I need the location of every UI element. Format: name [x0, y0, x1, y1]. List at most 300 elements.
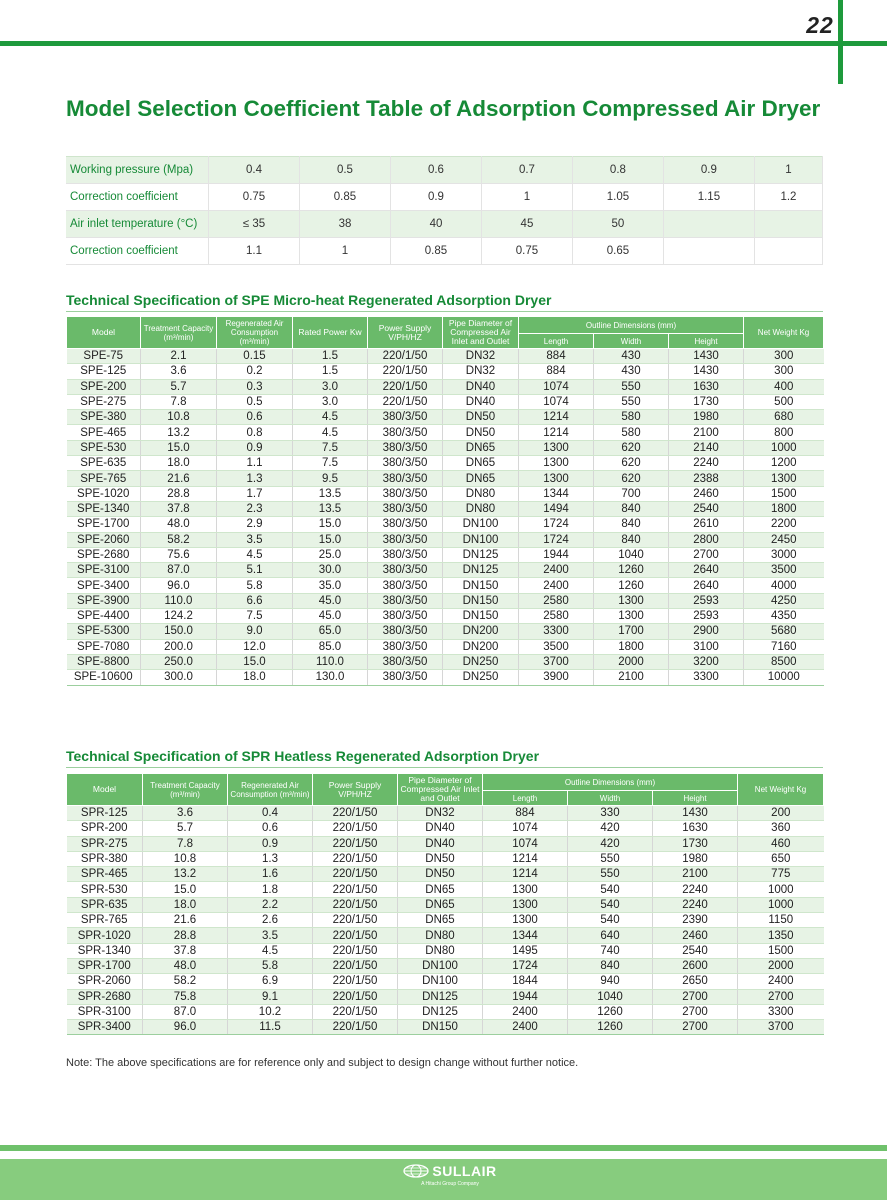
spec-cell: 380/3/50 [368, 471, 443, 486]
spec-cell: 1260 [568, 1020, 653, 1035]
spec-cell: 220/1/50 [313, 882, 398, 897]
spec-cell: 48.0 [143, 958, 228, 973]
spec-cell: 2650 [653, 974, 738, 989]
table-row [67, 532, 824, 547]
spec-cell: 220/1/50 [313, 958, 398, 973]
spec-cell: 580 [594, 425, 669, 440]
spec-cell: 7.5 [293, 440, 368, 455]
spec-cell: 3300 [669, 670, 744, 685]
model-cell: SPR-125 [67, 806, 143, 821]
spec-cell: 550 [594, 394, 669, 409]
spec-cell: DN32 [443, 349, 519, 364]
spec-cell: 10.8 [141, 410, 217, 425]
model-cell: SPR-3100 [67, 1004, 143, 1019]
model-cell: SPR-380 [67, 851, 143, 866]
table-row [67, 517, 824, 532]
spec-cell: 1.7 [217, 486, 293, 501]
table-row [67, 547, 824, 562]
table-row [67, 440, 824, 455]
spec-cell: 18.0 [141, 456, 217, 471]
model-cell: SPR-200 [67, 821, 143, 836]
logo-tagline: A Hitachi Group Company [421, 1181, 479, 1187]
spec-cell: 1200 [744, 456, 824, 471]
spec-cell: DN100 [443, 517, 519, 532]
spec-cell: 2700 [653, 1020, 738, 1035]
table-row [67, 501, 824, 516]
spec-cell: 75.6 [141, 547, 217, 562]
spec-cell: DN40 [398, 836, 483, 851]
spec-cell: 220/1/50 [313, 851, 398, 866]
spec-cell: 130.0 [293, 670, 368, 685]
spec-cell: 2700 [653, 989, 738, 1004]
model-cell: SPE-3100 [67, 563, 141, 578]
spec-cell: 3.6 [141, 364, 217, 379]
spec-cell: 58.2 [141, 532, 217, 547]
spec-cell: 1.5 [293, 349, 368, 364]
spec-cell: 360 [738, 821, 824, 836]
spec-cell: 2400 [519, 578, 594, 593]
spec-cell: 380/3/50 [368, 410, 443, 425]
table-row [67, 456, 824, 471]
spec-cell: 540 [568, 897, 653, 912]
coefficient-cell: 1 [754, 157, 822, 184]
spec-cell: 1074 [519, 394, 594, 409]
spec-cell: 884 [519, 349, 594, 364]
spec-cell: 2.3 [217, 501, 293, 516]
header-consumption: Regenerated Air Consumption (m³/min) [228, 774, 313, 806]
spec-cell: 220/1/50 [368, 379, 443, 394]
spec-cell: 300.0 [141, 670, 217, 685]
disclaimer-note: Note: The above specifications are for reference only and subject to design change without further notice. [66, 1057, 579, 1069]
spec-cell: 1430 [653, 806, 738, 821]
spec-cell: DN125 [398, 989, 483, 1004]
spec-cell: 1000 [744, 440, 824, 455]
spec-cell: 0.9 [217, 440, 293, 455]
spec-cell: 15.0 [293, 517, 368, 532]
spec-cell: 2580 [519, 609, 594, 624]
spec-cell: 220/1/50 [368, 349, 443, 364]
spec-cell: 1.3 [217, 471, 293, 486]
table-row [67, 867, 824, 882]
spec-cell: 37.8 [141, 501, 217, 516]
spec-cell: 220/1/50 [313, 943, 398, 958]
spec-cell: 1000 [738, 882, 824, 897]
spec-cell: 620 [594, 471, 669, 486]
model-cell: SPE-3400 [67, 578, 141, 593]
spec-cell: DN40 [443, 379, 519, 394]
table-row [67, 563, 824, 578]
spec-cell: 220/1/50 [313, 806, 398, 821]
spec-cell: 10.2 [228, 1004, 313, 1019]
spec-cell: 2593 [669, 593, 744, 608]
coefficient-cell: 0.9 [663, 157, 754, 184]
spe-spec-table [66, 316, 824, 686]
spec-cell: 1214 [519, 425, 594, 440]
model-cell: SPR-275 [67, 836, 143, 851]
header-net-weight: Net Weight Kg [744, 317, 824, 349]
spec-cell: 380/3/50 [368, 517, 443, 532]
spec-cell: 1350 [738, 928, 824, 943]
spec-cell: 380/3/50 [368, 639, 443, 654]
coefficient-cell: 0.65 [572, 238, 663, 265]
spec-cell: 4250 [744, 593, 824, 608]
spec-cell: 220/1/50 [313, 1004, 398, 1019]
spec-cell: 1430 [669, 349, 744, 364]
spec-cell: 220/1/50 [313, 989, 398, 1004]
coefficient-row-label: Working pressure (Mpa) [66, 157, 209, 184]
spec-cell: 13.5 [293, 501, 368, 516]
spec-cell: DN200 [443, 624, 519, 639]
spec-cell: 96.0 [143, 1020, 228, 1035]
spec-cell: DN65 [398, 897, 483, 912]
coefficient-row-label: Correction coefficient [66, 238, 209, 265]
table-row [67, 471, 824, 486]
spec-cell: 550 [568, 851, 653, 866]
table-row [67, 974, 824, 989]
spec-cell: 7.5 [293, 456, 368, 471]
spec-cell: 1300 [483, 913, 568, 928]
spec-cell: 1300 [744, 471, 824, 486]
spec-cell: 3900 [519, 670, 594, 685]
table-row [67, 654, 824, 669]
spec-cell: 800 [744, 425, 824, 440]
spec-cell: 2640 [669, 563, 744, 578]
model-cell: SPE-275 [67, 394, 141, 409]
coefficient-cell: 1.1 [209, 238, 300, 265]
table-row [67, 609, 824, 624]
model-cell: SPR-465 [67, 867, 143, 882]
spec-cell: 400 [744, 379, 824, 394]
spec-cell: 10000 [744, 670, 824, 685]
header-width: Width [568, 791, 653, 806]
spec-cell: 2240 [669, 456, 744, 471]
spec-cell: 380/3/50 [368, 578, 443, 593]
spec-cell: 13.2 [141, 425, 217, 440]
model-cell: SPR-2680 [67, 989, 143, 1004]
spec-cell: 3500 [744, 563, 824, 578]
spec-cell: 2240 [653, 897, 738, 912]
spec-cell: 380/3/50 [368, 654, 443, 669]
spec-cell: 1040 [594, 547, 669, 562]
spec-cell: 35.0 [293, 578, 368, 593]
spec-cell: 4.5 [293, 425, 368, 440]
spec-cell: 1494 [519, 501, 594, 516]
coefficient-cell: 1.05 [572, 184, 663, 211]
spec-cell: 1730 [669, 394, 744, 409]
spec-cell: 300 [744, 349, 824, 364]
spec-cell: 650 [738, 851, 824, 866]
spec-cell: 65.0 [293, 624, 368, 639]
spec-cell: 37.8 [143, 943, 228, 958]
spec-cell: 1260 [594, 578, 669, 593]
spec-cell: 6.9 [228, 974, 313, 989]
spec-cell: DN50 [398, 851, 483, 866]
spec-cell: 380/3/50 [368, 501, 443, 516]
spec-cell: 0.6 [228, 821, 313, 836]
spec-cell: 1630 [653, 821, 738, 836]
spec-cell: 3700 [738, 1020, 824, 1035]
spec-cell: 1300 [519, 440, 594, 455]
spec-cell: 580 [594, 410, 669, 425]
spec-cell: 2000 [594, 654, 669, 669]
spec-cell: 300 [744, 364, 824, 379]
spec-cell: 380/3/50 [368, 456, 443, 471]
coefficient-row [66, 157, 823, 184]
spec-cell: 1344 [483, 928, 568, 943]
model-cell: SPR-1700 [67, 958, 143, 973]
spec-cell: DN125 [398, 1004, 483, 1019]
spec-cell: 45.0 [293, 593, 368, 608]
model-cell: SPR-765 [67, 913, 143, 928]
spec-cell: DN100 [443, 532, 519, 547]
spec-cell: 3.0 [293, 379, 368, 394]
coefficient-cell: 1.2 [754, 184, 822, 211]
spec-cell: 380/3/50 [368, 624, 443, 639]
spec-cell: 15.0 [217, 654, 293, 669]
page-title: Model Selection Coefficient Table of Adsorption Compressed Air Dryer [66, 96, 821, 121]
model-cell: SPR-1340 [67, 943, 143, 958]
table-row [67, 989, 824, 1004]
spec-cell: DN150 [443, 578, 519, 593]
spec-cell: 220/1/50 [313, 821, 398, 836]
spec-cell: 0.4 [228, 806, 313, 821]
spec-cell: 1724 [519, 532, 594, 547]
model-cell: SPE-8800 [67, 654, 141, 669]
spec-cell: 884 [519, 364, 594, 379]
spe-section-title: Technical Specification of SPE Micro-heat Regenerated Adsorption Dryer [66, 292, 552, 308]
spec-cell: 2100 [653, 867, 738, 882]
table-row [67, 593, 824, 608]
spec-cell: 5.7 [143, 821, 228, 836]
spec-cell: DN80 [443, 486, 519, 501]
spec-cell: 2700 [669, 547, 744, 562]
spec-cell: DN80 [398, 943, 483, 958]
spec-cell: 220/1/50 [313, 867, 398, 882]
header-capacity: Treatment Capacity (m³/min) [141, 317, 217, 349]
spec-cell: 3.5 [217, 532, 293, 547]
spec-cell: 1074 [483, 821, 568, 836]
spec-cell: 1.1 [217, 456, 293, 471]
spec-cell: 1500 [744, 486, 824, 501]
coefficient-cell: 1 [299, 238, 390, 265]
spec-cell: 460 [738, 836, 824, 851]
spec-cell: 3.0 [293, 394, 368, 409]
spec-cell: 420 [568, 836, 653, 851]
spec-cell: 1150 [738, 913, 824, 928]
spec-cell: 640 [568, 928, 653, 943]
spec-cell: 85.0 [293, 639, 368, 654]
spr-section-title: Technical Specification of SPR Heatless Regenerated Adsorption Dryer [66, 748, 540, 764]
spec-cell: 430 [594, 364, 669, 379]
spec-cell: 1944 [519, 547, 594, 562]
spec-cell: 220/1/50 [313, 913, 398, 928]
spec-cell: 7.5 [217, 609, 293, 624]
coefficient-row-label: Correction coefficient [66, 184, 209, 211]
header-height: Height [653, 791, 738, 806]
model-cell: SPE-125 [67, 364, 141, 379]
spec-cell: 2450 [744, 532, 824, 547]
spec-cell: 3300 [738, 1004, 824, 1019]
spec-cell: 2600 [653, 958, 738, 973]
coefficient-row-label: Air inlet temperature (°C) [66, 211, 209, 238]
coefficient-cell: 0.7 [481, 157, 572, 184]
table-row [67, 943, 824, 958]
coefficient-cell: 40 [390, 211, 481, 238]
model-cell: SPE-530 [67, 440, 141, 455]
spec-cell: 4.5 [217, 547, 293, 562]
spec-cell: 840 [594, 501, 669, 516]
spec-cell: 12.0 [217, 639, 293, 654]
spec-cell: 1300 [519, 456, 594, 471]
spec-cell: 28.8 [141, 486, 217, 501]
spec-cell: 2400 [483, 1020, 568, 1035]
spec-cell: 420 [568, 821, 653, 836]
spec-cell: 2.1 [141, 349, 217, 364]
spec-cell: 1300 [483, 882, 568, 897]
coefficient-cell: 38 [299, 211, 390, 238]
spec-cell: DN150 [443, 609, 519, 624]
coefficient-table [66, 156, 823, 265]
spec-cell: 18.0 [143, 897, 228, 912]
spec-cell: 9.0 [217, 624, 293, 639]
coefficient-cell: 0.75 [209, 184, 300, 211]
spec-cell: 1724 [483, 958, 568, 973]
spec-cell: 48.0 [141, 517, 217, 532]
spec-cell: 540 [568, 882, 653, 897]
spec-cell: 380/3/50 [368, 425, 443, 440]
header-net-weight: Net Weight Kg [738, 774, 824, 806]
spec-cell: 550 [568, 867, 653, 882]
header-length: Length [483, 791, 568, 806]
spec-cell: DN150 [398, 1020, 483, 1035]
coefficient-cell: 0.6 [390, 157, 481, 184]
model-cell: SPE-4400 [67, 609, 141, 624]
spec-cell: 1074 [519, 379, 594, 394]
spec-cell: DN80 [398, 928, 483, 943]
coefficient-cell: 0.8 [572, 157, 663, 184]
header-capacity: Treatment Capacity (m³/min) [143, 774, 228, 806]
spec-cell: DN65 [443, 456, 519, 471]
spec-cell: 1300 [594, 609, 669, 624]
spec-cell: DN65 [398, 913, 483, 928]
logo-wordmark: SULLAIR [432, 1163, 497, 1179]
spec-cell: 430 [594, 349, 669, 364]
spec-cell: 4350 [744, 609, 824, 624]
table-row [67, 851, 824, 866]
spec-cell: DN125 [443, 547, 519, 562]
spec-cell: 2593 [669, 609, 744, 624]
spec-cell: 3200 [669, 654, 744, 669]
model-cell: SPE-10600 [67, 670, 141, 685]
coefficient-cell: 0.5 [299, 157, 390, 184]
spec-cell: 2388 [669, 471, 744, 486]
spec-cell: 2.6 [228, 913, 313, 928]
table-row [67, 624, 824, 639]
coefficient-cell: 1 [481, 184, 572, 211]
header-height: Height [669, 334, 744, 349]
spec-cell: 220/1/50 [313, 836, 398, 851]
model-cell: SPE-5300 [67, 624, 141, 639]
spec-cell: 0.3 [217, 379, 293, 394]
model-cell: SPR-530 [67, 882, 143, 897]
spec-cell: DN200 [443, 639, 519, 654]
spec-cell: DN150 [443, 593, 519, 608]
spe-title-rule [66, 311, 823, 312]
spec-cell: 8500 [744, 654, 824, 669]
spec-cell: 2800 [669, 532, 744, 547]
spec-cell: 7.8 [141, 394, 217, 409]
spec-cell: 1300 [519, 471, 594, 486]
spec-cell: 96.0 [141, 578, 217, 593]
spec-cell: 680 [744, 410, 824, 425]
spec-cell: 200.0 [141, 639, 217, 654]
header-model: Model [67, 317, 141, 349]
table-row [67, 578, 824, 593]
spec-cell: 3.6 [143, 806, 228, 821]
model-cell: SPE-465 [67, 425, 141, 440]
model-cell: SPE-2060 [67, 532, 141, 547]
spec-cell: 150.0 [141, 624, 217, 639]
spec-cell: 5680 [744, 624, 824, 639]
page-number: 22 [806, 12, 834, 38]
spec-cell: 220/1/50 [313, 974, 398, 989]
spec-cell: 3.5 [228, 928, 313, 943]
spec-cell: 2900 [669, 624, 744, 639]
spec-cell: 220/1/50 [368, 364, 443, 379]
spec-cell: 4000 [744, 578, 824, 593]
spec-cell: 1980 [669, 410, 744, 425]
coefficient-cell: 0.75 [481, 238, 572, 265]
model-cell: SPE-200 [67, 379, 141, 394]
spec-cell: 380/3/50 [368, 486, 443, 501]
spec-cell: 1500 [738, 943, 824, 958]
spec-cell: 380/3/50 [368, 532, 443, 547]
spec-cell: 3700 [519, 654, 594, 669]
spec-cell: 2.9 [217, 517, 293, 532]
spec-cell: 2100 [669, 425, 744, 440]
coefficient-cell: 50 [572, 211, 663, 238]
spec-cell: 380/3/50 [368, 670, 443, 685]
spec-cell: 940 [568, 974, 653, 989]
coefficient-row [66, 184, 823, 211]
table-row [67, 836, 824, 851]
model-cell: SPR-635 [67, 897, 143, 912]
spec-cell: 13.5 [293, 486, 368, 501]
spec-cell: 1800 [594, 639, 669, 654]
spec-cell: DN40 [398, 821, 483, 836]
spec-cell: DN50 [398, 867, 483, 882]
spec-cell: 200 [738, 806, 824, 821]
table-row [67, 670, 824, 685]
spec-cell: 1495 [483, 943, 568, 958]
spec-cell: 330 [568, 806, 653, 821]
spec-cell: DN250 [443, 670, 519, 685]
spec-cell: DN250 [443, 654, 519, 669]
table-row [67, 913, 824, 928]
spec-cell: 220/1/50 [368, 394, 443, 409]
spec-cell: DN65 [398, 882, 483, 897]
spec-cell: DN32 [443, 364, 519, 379]
table-row [67, 486, 824, 501]
spec-cell: 0.6 [217, 410, 293, 425]
table-row [67, 410, 824, 425]
spec-cell: 380/3/50 [368, 609, 443, 624]
spec-cell: 9.5 [293, 471, 368, 486]
header-length: Length [519, 334, 594, 349]
header-power-supply: Power Supply V/PH/HZ [368, 317, 443, 349]
spec-cell: 6.6 [217, 593, 293, 608]
coefficient-cell [663, 238, 754, 265]
